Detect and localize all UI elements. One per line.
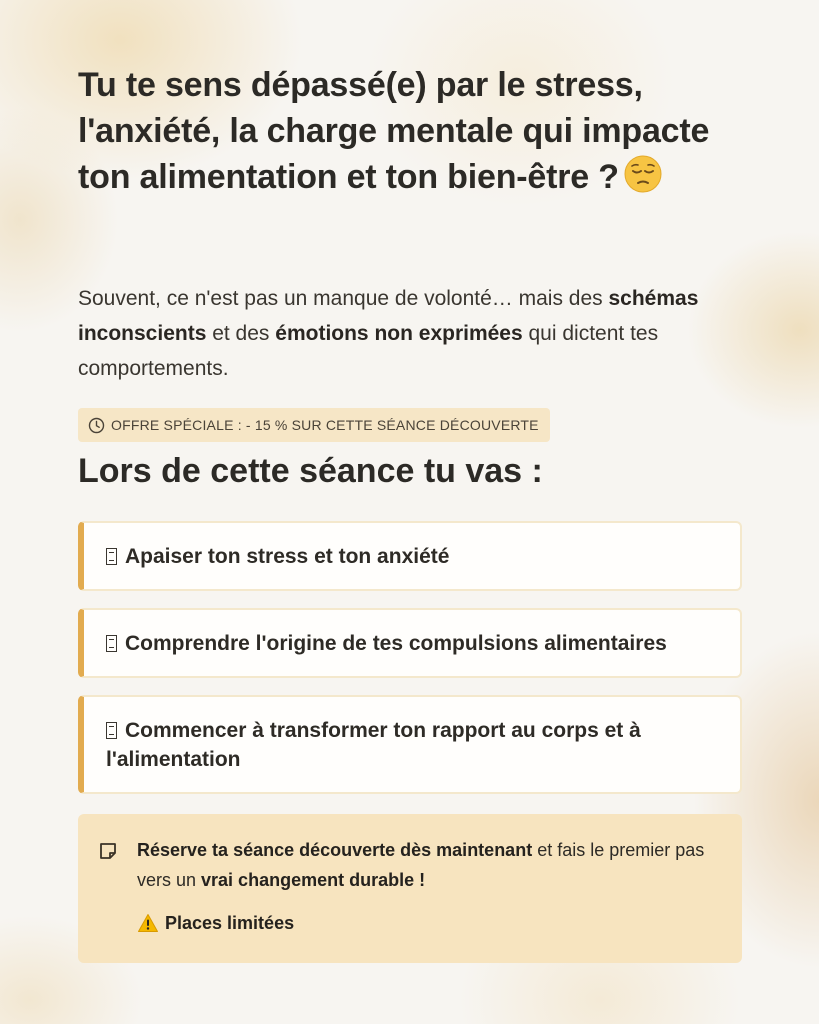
benefit-card [78,521,742,591]
pensive-face-emoji [623,154,663,194]
benefit-text: Apaiser ton stress et ton anxiété [125,544,450,568]
warning-text: Places limitées [165,913,295,933]
benefit-card [78,608,742,678]
intro-text-1: Souvent, ce n'est pas un manque de volonté… mais des [78,287,609,310]
cta-emphasis-2: vrai changement durable ! [201,870,426,890]
limited-places-warning [137,908,294,938]
cta-emphasis-1: Réserve ta séance découverte dès maintenant [137,840,533,860]
booking-callout-text [137,835,717,895]
clock-icon [88,417,105,434]
benefit-text: Commencer à transformer ton rapport au corps et à l'alimentation [106,718,641,771]
intro-text-3: qui dictent tes comportements. [78,322,659,380]
headline-text: Tu te sens dépassé(e) par le stress, l'anxiété, la charge mentale qui impacte ton alimentation et ton bien-être ? [78,66,710,196]
page-headline [78,62,742,200]
booking-callout [78,814,742,963]
intro-emphasis-2: émotions non exprimées [275,322,523,345]
cta-text-1: et fais le premier pas vers un [137,840,705,890]
missing-glyph-icon [106,635,117,652]
benefit-card [78,695,742,794]
warning-icon [137,913,159,933]
missing-glyph-icon [106,722,117,739]
special-offer-badge [78,408,550,442]
missing-glyph-icon [106,548,117,565]
offer-text: OFFRE SPÉCIALE : - 15 % SUR CETTE SÉANCE DÉCOUVERTE [111,417,539,433]
intro-paragraph [78,281,742,386]
section-title: Lors de cette séance tu vas : [78,452,543,490]
sticky-note-icon [98,841,118,861]
intro-text-2: et des [206,322,276,345]
intro-emphasis-1: schémas inconscients [78,287,699,345]
benefit-text: Comprendre l'origine de tes compulsions alimentaires [125,631,667,655]
